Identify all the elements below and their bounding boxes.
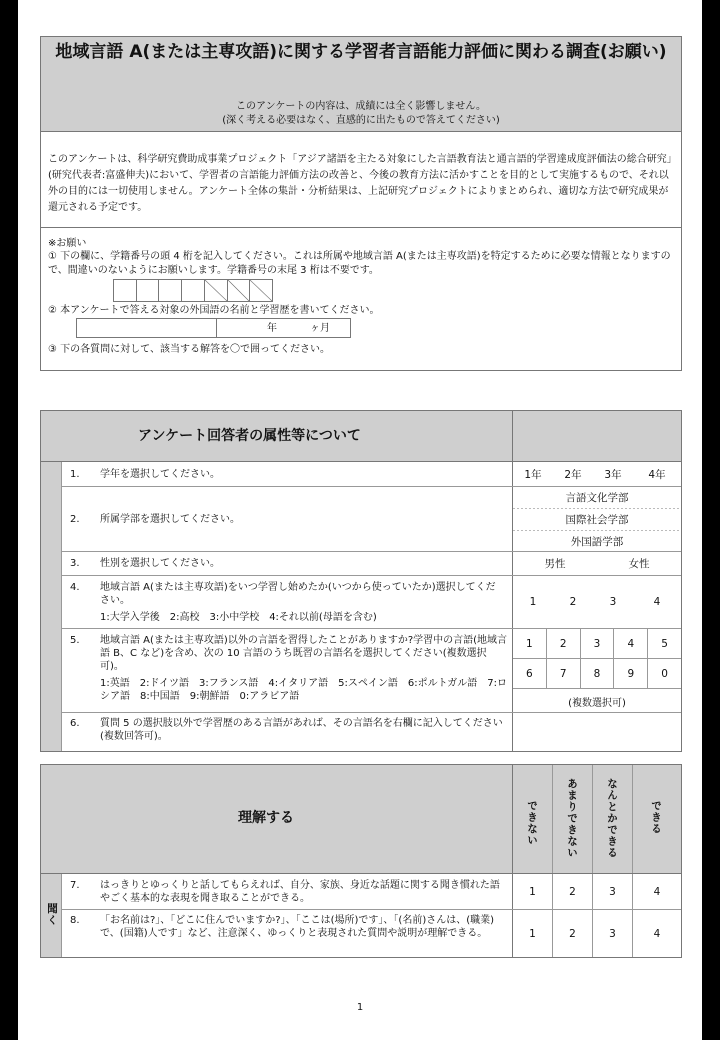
- q5-number: 5.: [70, 635, 80, 646]
- q5-option-9[interactable]: 9: [614, 659, 648, 688]
- q3-number: 3.: [70, 558, 80, 569]
- document-page: [18, 0, 702, 1040]
- q2-option-2[interactable]: 国際社会学部: [565, 514, 629, 526]
- q6-text: 質問 5 の選択肢以外で学習歴のある言語があれば、その言語名を右欄に記入してください(複数回答可)。: [100, 718, 503, 742]
- q5-option-0[interactable]: 0: [661, 667, 668, 680]
- q4-number: 4.: [70, 582, 80, 593]
- understanding-heading-band: [41, 765, 681, 873]
- q6-number: 6.: [70, 718, 80, 729]
- q8-text: 「お名前は?」、「どこに住んでいますか?」、「ここは(場所)です」、「(名前)さんは、(職業)で、(国籍)人です」など、注意深く、ゆっくりと表現された質問や説明が理解できる。: [100, 915, 495, 939]
- id-digit-7-crossed: [250, 280, 272, 301]
- survey-title: 地域言語 A(または主専攻語)に関する学習者言語能力評価に関わる調査(お願い): [55, 42, 667, 62]
- q8-option-1[interactable]: 1: [529, 927, 536, 940]
- q3-text: 性別を選択してください。: [100, 558, 220, 569]
- skill-label-listening: 聞く: [46, 903, 58, 926]
- request-heading: ※お願い: [48, 238, 87, 249]
- scale-label-can: できる: [650, 800, 662, 835]
- scale-label-cannot: できない: [526, 800, 538, 846]
- month-label: ヶ月: [310, 323, 330, 334]
- student-id-input[interactable]: [113, 279, 273, 302]
- q4-option-1[interactable]: 1: [529, 596, 537, 608]
- id-digit-6-crossed: [228, 280, 251, 301]
- q1-number: 1.: [70, 469, 80, 480]
- q4-choices: 1:大学入学後 2:高校 3:小中学校 4:それ以前(母語を含む): [100, 612, 377, 623]
- q8-option-3[interactable]: 3: [609, 927, 616, 940]
- q1-option-4[interactable]: 4年: [648, 468, 666, 481]
- q8-option-2[interactable]: 2: [569, 927, 576, 940]
- request-item-3: ③ 下の各質問に対して、該当する解答を〇で囲ってください。: [48, 344, 330, 355]
- language-name-field[interactable]: [77, 319, 217, 337]
- understanding-heading: 理解する: [238, 810, 294, 826]
- q3-option-male[interactable]: 男性: [544, 558, 566, 570]
- id-digit-1[interactable]: [114, 280, 137, 301]
- attributes-side-band: [41, 461, 61, 751]
- q7-text: はっきりとゆっくりと話してもらえれば、自分、家族、身近な話題に関する聞き慣れた語やごく基本的な表現を聞き取ることができる。: [100, 880, 500, 904]
- intro-paragraph: このアンケートは、科学研究費助成事業プロジェクト「アジア諸語を主たる対象にした言語教育法と通言語的学習達成度評価法の総合研究」(研究代表者:富盛伸夫)において、学習者の言語能力評価方法の改善と、今後の教育方法に活かすことを目的として実施するもので、それ以外の目的には一切使用しません。アンケート全体の集計・分析結果は、上記研究プロジェクトによりまとめられ、適切な方法で研究成果が還元される予定です。: [48, 154, 672, 213]
- q5-multi-note: (複数選択可): [568, 697, 626, 709]
- language-study-input[interactable]: [76, 318, 351, 338]
- year-label: 年: [267, 323, 277, 334]
- q1-text: 学年を選択してください。: [100, 469, 220, 480]
- intro-divider: [41, 227, 681, 228]
- q7-number: 7.: [70, 880, 80, 891]
- attributes-heading: アンケート回答者の属性等について: [138, 428, 361, 444]
- q1-option-1[interactable]: 1年: [524, 468, 542, 481]
- id-digit-4[interactable]: [182, 280, 205, 301]
- q7-option-1[interactable]: 1: [529, 885, 536, 898]
- q4-option-4[interactable]: 4: [653, 596, 661, 608]
- scale-label-hardly: あまりできない: [566, 778, 578, 859]
- q3-option-female[interactable]: 女性: [628, 558, 650, 570]
- q2-option-3[interactable]: 外国語学部: [570, 535, 624, 548]
- q4-option-2[interactable]: 2: [569, 596, 577, 608]
- id-digit-5-crossed: [205, 280, 228, 301]
- q6-answer-field[interactable]: [513, 713, 681, 751]
- q8-option-4[interactable]: 4: [653, 927, 661, 940]
- id-digit-3[interactable]: [159, 280, 182, 301]
- q2-option-1[interactable]: 言語文化学部: [565, 492, 629, 504]
- q8-number: 8.: [70, 915, 80, 926]
- q5-option-2[interactable]: 2: [547, 629, 581, 658]
- header-divider: [41, 131, 681, 132]
- q4-text: 地域言語 A(または主専攻語)をいつ学習し始めたか(いつから使っていたか)選択してください。: [100, 582, 496, 606]
- attributes-side-divider: [61, 461, 62, 751]
- scale-label-somewhat: なんとかできる: [606, 778, 618, 859]
- notice-line-1: このアンケートの内容は、成績には全く影響しません。: [236, 101, 486, 112]
- q2-text: 所属学部を選択してください。: [100, 514, 240, 525]
- q1-option-2[interactable]: 2年: [564, 468, 582, 481]
- skill-side-divider: [61, 874, 62, 957]
- q5-option-7[interactable]: 7: [547, 659, 581, 688]
- study-duration-field[interactable]: [217, 319, 350, 337]
- q5-options-grid: [513, 629, 681, 689]
- q4-option-3[interactable]: 3: [609, 596, 617, 608]
- request-item-2: ② 本アンケートで答える対象の外国語の名前と学習歴を書いてください。: [48, 305, 380, 316]
- q5-option-6[interactable]: 6: [513, 659, 547, 688]
- notice-line-2: (深く考える必要はなく、直感的に出たもので答えてください): [222, 115, 500, 126]
- attributes-heading-band: [41, 411, 681, 461]
- q2-number: 2.: [70, 514, 80, 525]
- q5-option-3[interactable]: 3: [581, 629, 615, 658]
- id-digit-2[interactable]: [137, 280, 160, 301]
- q5-option-1[interactable]: 1: [513, 629, 547, 658]
- q5-option-5[interactable]: 5: [661, 637, 668, 650]
- q7-option-2[interactable]: 2: [569, 885, 576, 898]
- page-number: 1: [356, 1002, 364, 1013]
- q5-option-8[interactable]: 8: [581, 659, 615, 688]
- q7-option-4[interactable]: 4: [653, 885, 661, 898]
- q1-option-3[interactable]: 3年: [604, 468, 622, 481]
- q5-option-4[interactable]: 4: [614, 629, 648, 658]
- request-item-1: ① 下の欄に、学籍番号の頭 4 桁を記入してください。これは所属や地域言語 A(または主専攻語)を特定するために必要な情報となりますので、間違いのないようにお願いします。学籍番号の末尾 3 桁は不要です。: [48, 251, 671, 276]
- q5-choices: 1:英語 2:ドイツ語 3:フランス語 4:イタリア語 5:スペイン語 6:ポルトガル語 7:ロシア語 8:中国語 9:朝鮮語 0:アラビア語: [100, 678, 508, 702]
- q5-text: 地域言語 A(または主専攻語)以外の言語を習得したことがありますか?学習中の言語(地域言語 B、C など)を含め、次の 10 言語のうち既習の言語名を選択してください(複数選択可)。: [100, 635, 508, 672]
- q7-option-3[interactable]: 3: [609, 885, 616, 898]
